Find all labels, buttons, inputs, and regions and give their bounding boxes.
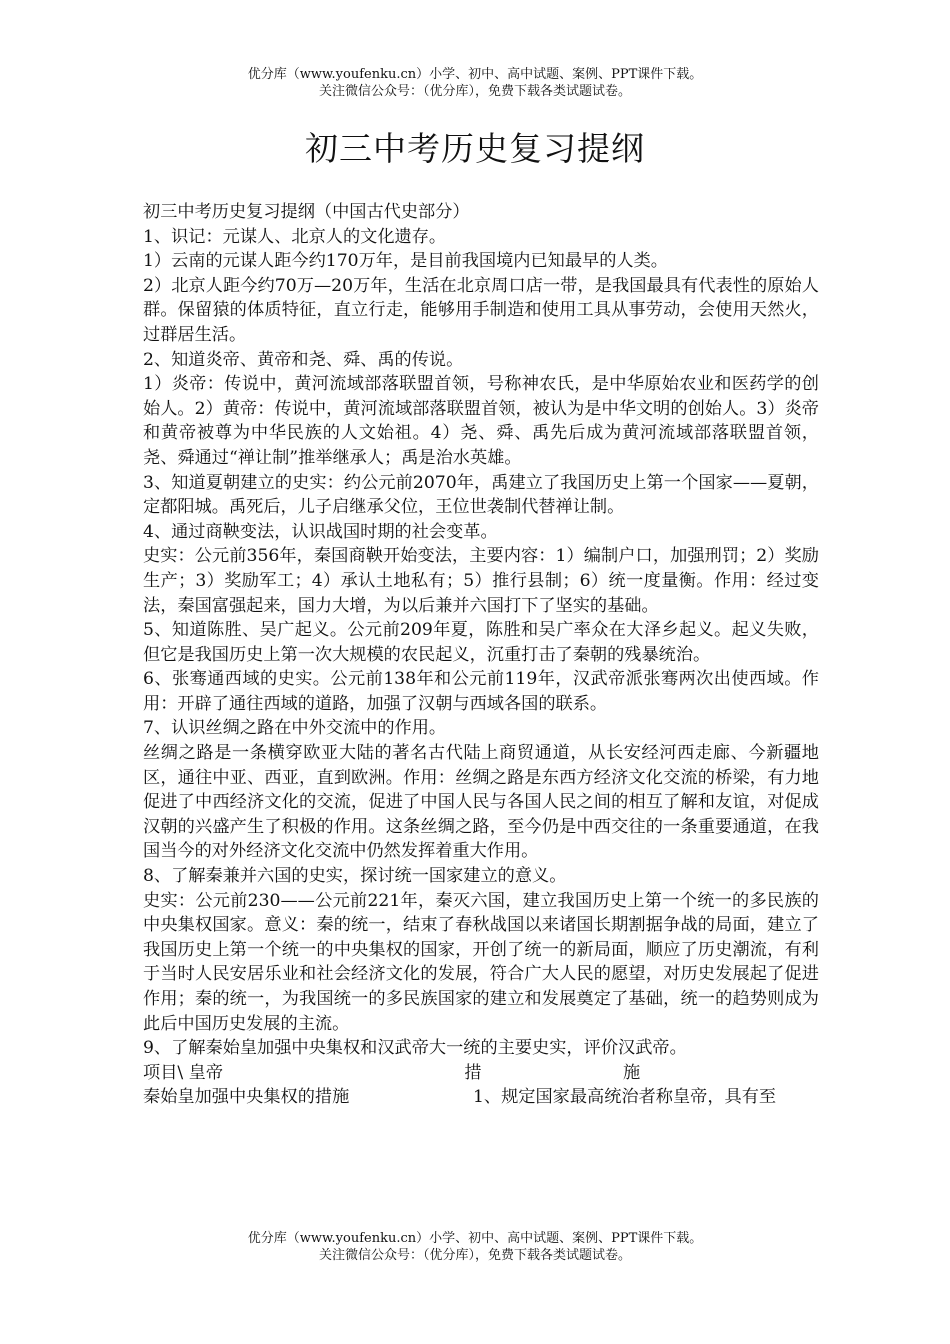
table-header-row bbox=[143, 1061, 819, 1086]
table-header-cell: 项目\ 皇帝 bbox=[143, 1062, 224, 1083]
paragraph: 1）炎帝：传说中，黄河流域部落联盟首领，号称神农氏，是中华原始农业和医药学的创始人。2）黄帝：传说中，黄河流域部落联盟首领，被认为是中华文明的创始人。3）炎帝和黄帝被尊为中华民族的人文始祖。4）尧、舜、禹先后成为黄河流域部落联盟首领，尧、舜通过“禅让制”推举继承人；禹是治水英雄。 bbox=[143, 374, 819, 468]
paragraph: 2、知道炎帝、黄帝和尧、舜、禹的传说。 bbox=[143, 349, 464, 370]
header-line-2: 关注微信公众号：（优分库），免费下载各类试题试卷。 bbox=[318, 84, 631, 99]
table-header-cell: 措 bbox=[464, 1062, 482, 1083]
paragraph: 8、了解秦兼并六国的史实，探讨统一国家建立的意义。 bbox=[143, 866, 567, 887]
paragraph: 7、认识丝绸之路在中外交流中的作用。 bbox=[143, 718, 447, 739]
paragraph: 史实：公元前356年，秦国商鞅开始变法，主要内容：1）编制户口，加强刑罚；2）奖励生产；3）奖励军工；4）承认土地私有；5）推行县制；6）统一度量衡。作用：经过变法，秦国富强起来，国力大增，为以后兼并六国打下了坚实的基础。 bbox=[143, 546, 819, 616]
table-cell: 秦始皇加强中央集权的措施 bbox=[143, 1087, 350, 1108]
paragraph: 6、张骞通西域的史实。公元前138年和公元前119年，汉武帝派张骞两次出使西域。作用：开辟了通往西域的道路，加强了汉朝与西域各国的联系。 bbox=[143, 669, 819, 714]
table-cell: 1、规定国家最高统治者称皇帝，具有至 bbox=[473, 1087, 777, 1108]
page-title: 初三中考历史复习提纲 bbox=[305, 129, 645, 168]
paragraph: 9、了解秦始皇加强中央集权和汉武帝大一统的主要史实，评价汉武帝。 bbox=[143, 1038, 687, 1059]
header-line-1: 优分库（www.youfenku.cn）小学、初中、高中试题、案例、PPT课件下载。 bbox=[247, 67, 703, 82]
paragraph: 史实：公元前230——公元前221年，秦灭六国，建立我国历史上第一个统一的多民族的中央集权国家。意义：秦的统一，结束了春秋战国以来诸国长期割据争战的局面，建立了我国历史上第一个统一的中央集权的国家，开创了统一的新局面，顺应了历史潮流，有利于当时人民安居乐业和社会经济文化的发展，符合广大人民的愿望，对历史发展起了促进作用；秦的统一，为我国统一的多民族国家的建立和发展奠定了基础，统一的趋势则成为此后中国历史发展的主流。 bbox=[143, 890, 819, 1034]
table-header-cell: 施 bbox=[623, 1062, 641, 1083]
page-footer bbox=[0, 1230, 950, 1264]
footer-line-2: 关注微信公众号：（优分库），免费下载各类试题试卷。 bbox=[318, 1248, 631, 1263]
paragraph: 初三中考历史复习提纲（中国古代史部分） bbox=[143, 202, 470, 222]
footer-line-1: 优分库（www.youfenku.cn）小学、初中、高中试题、案例、PPT课件下载。 bbox=[247, 1231, 703, 1246]
paragraph: 1、识记：元谋人、北京人的文化遗存。 bbox=[143, 226, 447, 247]
paragraph: 丝绸之路是一条横穿欧亚大陆的著名古代陆上商贸通道，从长安经河西走廊、今新疆地区，通往中亚、西亚，直到欧洲。作用：丝绸之路是东西方经济文化交流的桥梁，有力地促进了中西经济文化的交流，促进了中国人民与各国人民之间的相互了解和友谊，对促成汉朝的兴盛产生了积极的作用。这条丝绸之路，至今仍是中西交往的一条重要通道，在我国当今的对外经济文化交流中仍然发挥着重大作用。 bbox=[143, 743, 819, 862]
table-row bbox=[143, 1085, 819, 1110]
page-header bbox=[0, 66, 950, 100]
paragraph: 3、知道夏朝建立的史实：约公元前2070年，禹建立了我国历史上第一个国家——夏朝，定都阳城。禹死后，儿子启继承父位，王位世袭制代替禅让制。 bbox=[143, 472, 819, 518]
paragraph: 4、通过商鞅变法，认识战国时期的社会变革。 bbox=[143, 521, 498, 542]
paragraph: 2）北京人距今约70万—20万年，生活在北京周口店一带，是我国最具有代表性的原始人群。保留猿的体质特征，直立行走，能够用手制造和使用工具从事劳动，会使用天然火，过群居生活。 bbox=[143, 275, 819, 345]
paragraph: 5、知道陈胜、吴广起义。公元前209年夏，陈胜和吴广率众在大泽乡起义。起义失败，但它是我国历史上第一次大规模的农民起义，沉重打击了秦朝的残暴统治。 bbox=[143, 620, 819, 665]
paragraph: 1）云南的元谋人距今约170万年，是目前我国境内已知最早的人类。 bbox=[143, 251, 668, 272]
document-body bbox=[143, 200, 819, 1110]
